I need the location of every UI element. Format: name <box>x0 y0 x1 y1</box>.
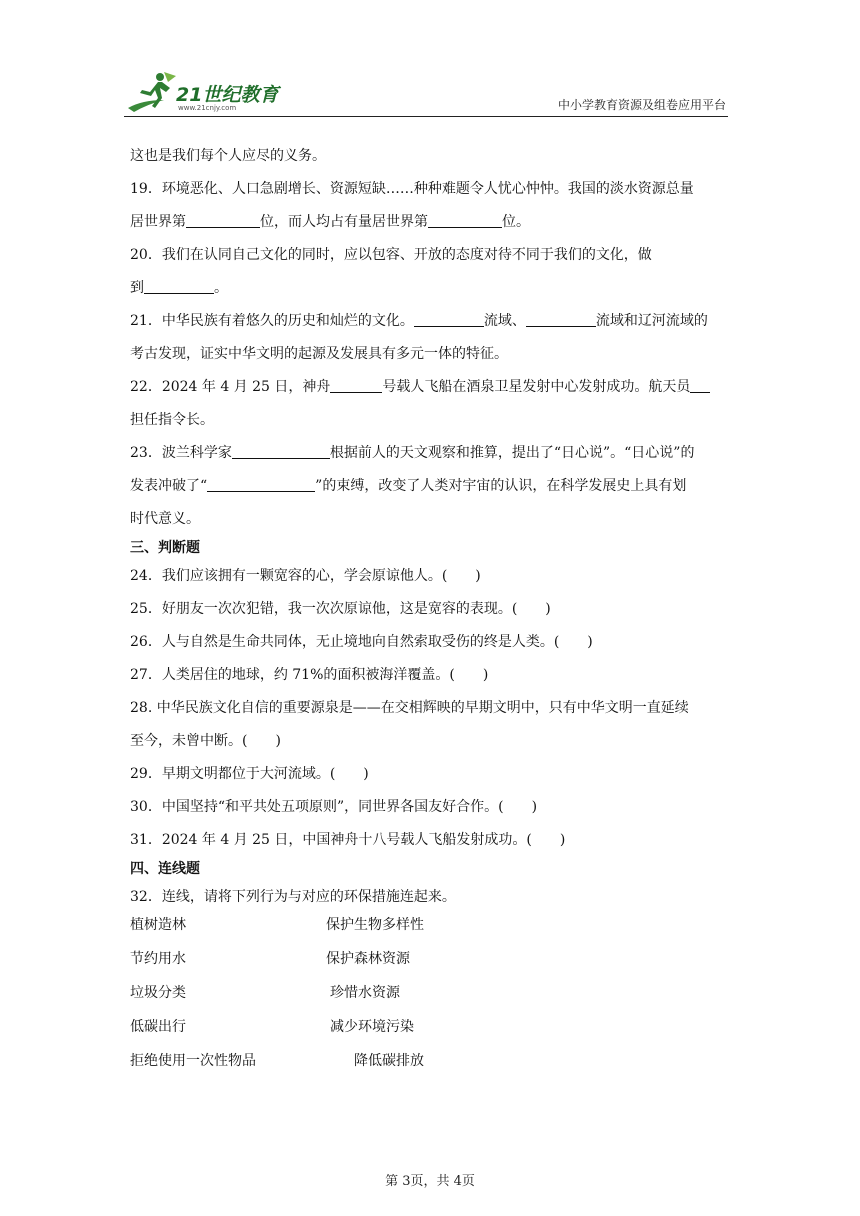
question-32: 32．连线，请将下列行为与对应的环保措施连起来。 <box>130 889 456 905</box>
matching-left[interactable]: 节约用水 <box>130 951 186 967</box>
question-23-cont: 发表冲破了“ ”的束缚，改变了人类对宇宙的认识，在科学发展史上具有划 <box>130 470 730 503</box>
matching-row <box>130 1016 730 1050</box>
answer-blank[interactable] <box>186 211 260 228</box>
judge-question: 24．我们应该拥有一颗宽容的心，学会原谅他人。( ) <box>130 568 481 584</box>
question-20-cont: 到 。 <box>130 272 730 305</box>
question-23-end: 时代意义。 <box>130 511 200 527</box>
logo-url: www.21cnjy.com <box>178 104 237 112</box>
runner-logo-icon <box>124 70 180 114</box>
judge-question: 28. 中华民族文化自信的重要源泉是——在交相辉映的早期文明中，只有中华文明一直延续 <box>130 700 689 716</box>
question-21-cont: 考古发现，证实中华文明的起源及发展具有多元一体的特征。 <box>130 346 508 362</box>
page-header <box>124 66 728 117</box>
question-22: 22．2024 年 4 月 25 日，神舟 号载人飞船在酒泉卫星发射中心发射成功。航天员 <box>130 371 730 404</box>
answer-blank[interactable] <box>232 442 330 459</box>
matching-left[interactable]: 植树造林 <box>130 917 186 933</box>
matching-left[interactable]: 拒绝使用一次性物品 <box>130 1053 256 1069</box>
answer-blank[interactable] <box>330 376 382 393</box>
question-23: 23．波兰科学家 根据前人的天文观察和推算，提出了“日心说”。“日心说”的 <box>130 437 730 470</box>
question-21: 21．中华民族有着悠久的历史和灿烂的文化。 流域、 流域和辽河流域的 <box>130 305 730 338</box>
page-content <box>130 140 730 1084</box>
judge-question: 25．好朋友一次次犯错，我一次次原谅他，这是宽容的表现。( ) <box>130 601 551 617</box>
matching-left[interactable]: 垃圾分类 <box>130 985 186 1001</box>
question-20: 20．我们在认同自己文化的同时，应以包容、开放的态度对待不同于我们的文化，做 <box>130 247 652 263</box>
page-number: 第 3页，共 4页 <box>385 1174 475 1189</box>
answer-blank[interactable] <box>144 277 214 294</box>
text-line: 这也是我们每个人应尽的义务。 <box>130 148 326 164</box>
question-19-cont: 居世界第 位，而人均占有量居世界第 位。 <box>130 206 730 239</box>
question-19: 19．环境恶化、人口急剧增长、资源短缺……种种难题令人忧心忡忡。我国的淡水资源总量 <box>130 181 694 197</box>
matching-right[interactable]: 珍惜水资源 <box>330 985 400 1001</box>
answer-blank[interactable] <box>207 475 315 492</box>
section-heading-judge: 三、判断题 <box>130 540 200 556</box>
matching-list <box>130 914 730 1084</box>
matching-right[interactable]: 减少环境污染 <box>330 1019 414 1035</box>
answer-blank[interactable] <box>526 310 596 327</box>
matching-right[interactable]: 降低碳排放 <box>354 1053 424 1069</box>
section-heading-matching: 四、连线题 <box>130 861 200 877</box>
judge-question-cont: 至今，未曾中断。( ) <box>130 733 281 749</box>
matching-right[interactable]: 保护生物多样性 <box>326 917 424 933</box>
judge-question: 30．中国坚持“和平共处五项原则”，同世界各国友好合作。( ) <box>130 799 538 815</box>
judge-question: 31．2024 年 4 月 25 日，中国神舟十八号载人飞船发射成功。( ) <box>130 832 566 848</box>
logo <box>124 70 294 114</box>
matching-row <box>130 1050 730 1084</box>
matching-row <box>130 914 730 948</box>
platform-name: 中小学教育资源及组卷应用平台 <box>557 98 726 112</box>
matching-row <box>130 948 730 982</box>
logo-text: 21世纪教育 <box>176 84 279 106</box>
answer-blank[interactable] <box>428 211 502 228</box>
matching-right[interactable]: 保护森林资源 <box>326 951 410 967</box>
answer-blank[interactable] <box>414 310 484 327</box>
question-22-cont: 担任指令长。 <box>130 412 214 428</box>
matching-left[interactable]: 低碳出行 <box>130 1019 186 1035</box>
answer-blank[interactable] <box>690 376 710 393</box>
judge-question: 26．人与自然是生命共同体，无止境地向自然索取受伤的终是人类。( ) <box>130 634 593 650</box>
matching-row <box>130 982 730 1016</box>
judge-question: 27．人类居住的地球，约 71%的面积被海洋覆盖。( ) <box>130 667 489 683</box>
judge-question: 29．早期文明都位于大河流域。( ) <box>130 766 369 782</box>
